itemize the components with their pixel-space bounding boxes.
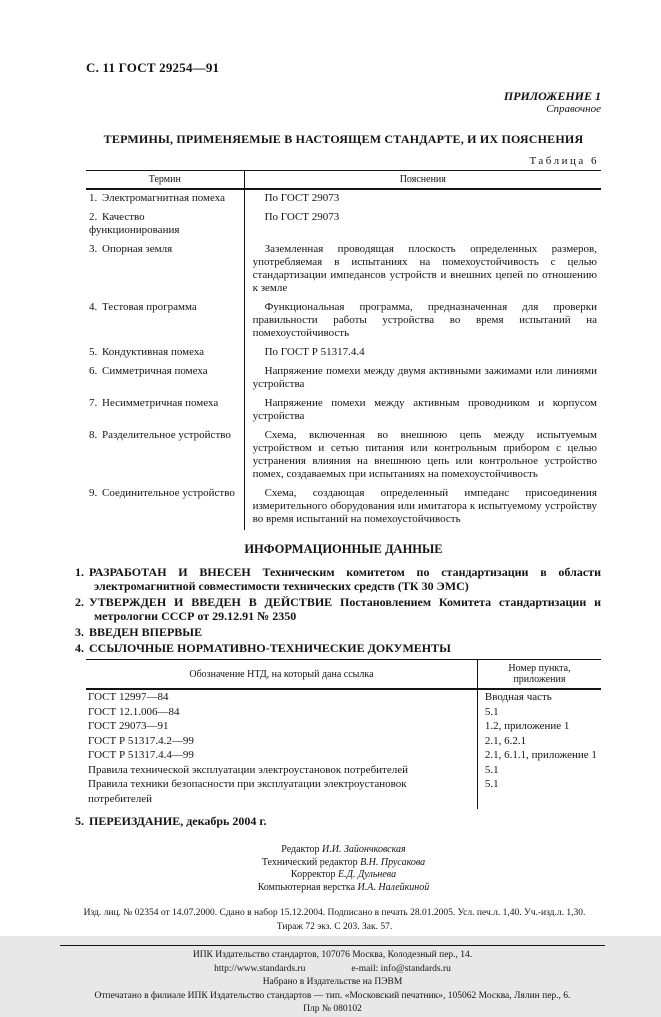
terms-table bbox=[86, 170, 601, 530]
ref-row bbox=[86, 719, 601, 734]
credit-line bbox=[86, 857, 601, 870]
ref-ntd: ГОСТ Р 51317.4.2—99 bbox=[86, 734, 477, 749]
ref-ntd: ГОСТ 12997—84 bbox=[86, 689, 477, 705]
term-number: 7. bbox=[89, 397, 98, 409]
ref-row bbox=[86, 777, 601, 809]
info-item bbox=[75, 595, 601, 623]
ref-ntd: ГОСТ 12.1.006—84 bbox=[86, 705, 477, 720]
ref-ntd: Правила техники безопасности при эксплуатации электроустановок потребителей bbox=[86, 777, 477, 809]
term-explanation: Схема, создающая определенный импеданс присоединения измерительного оборудования или имитатора к испытуемому устройству во время испытаний на помехоустойчивость bbox=[252, 487, 597, 525]
refs-table-header-row bbox=[86, 660, 601, 690]
annex-block bbox=[86, 90, 601, 116]
publisher-contacts bbox=[60, 963, 605, 977]
credits-block bbox=[86, 844, 601, 894]
footer-divider bbox=[60, 945, 605, 946]
term-number: 1. bbox=[89, 192, 98, 204]
term-number: 6. bbox=[89, 365, 98, 377]
ref-row bbox=[86, 763, 601, 778]
info-item-lead: УТВЕРЖДЕН И ВВЕДЕН В ДЕЙСТВИЕ bbox=[89, 595, 341, 609]
ref-row bbox=[86, 748, 601, 763]
ref-row bbox=[86, 734, 601, 749]
ref-ntd: Правила технической эксплуатации электроустановок потребителей bbox=[86, 763, 477, 778]
term-number: 4. bbox=[89, 301, 98, 313]
term-explanation: Функциональная программа, предназначенная для проверки правильности работы устройства во время испытаний на помехоустойчивость bbox=[252, 301, 597, 339]
info-section-title: ИНФОРМАЦИОННЫЕ ДАННЫЕ bbox=[244, 542, 443, 556]
credit-role: Технический редактор bbox=[261, 856, 361, 868]
printed-note: Отпечатано в филиале ИПК Издательство стандартов — тип. «Московский печатник», 105062 Москва, Лялин пер., 6. bbox=[94, 990, 571, 1001]
term-explanation: Схема, включенная во внешнюю цепь между испытуемым устройством и сетью питания или контрольным прибором с целью устранения влияния на внешнюю цепь или контрольное устройство помех, создаваемых при испытаниях на помехоустойчивость bbox=[252, 429, 597, 480]
info-item-number: 2. bbox=[75, 595, 84, 609]
info-item bbox=[75, 625, 601, 639]
publisher-address: ИПК Издательство стандартов, 107076 Москва, Колодезный пер., 14. bbox=[192, 950, 473, 960]
info-item-lead: ССЫЛОЧНЫЕ НОРМАТИВНО-ТЕХНИЧЕСКИЕ ДОКУМЕНТЫ bbox=[89, 641, 451, 655]
plr-number: Плр № 080102 bbox=[303, 1004, 362, 1014]
credit-name: И.И. Зайончковская bbox=[322, 844, 406, 855]
term-cell bbox=[86, 299, 244, 344]
term-number: 8. bbox=[89, 429, 98, 441]
term-row bbox=[86, 485, 601, 530]
term-text: Кондуктивная помеха bbox=[102, 346, 205, 358]
terms-header-term: Термин bbox=[86, 171, 244, 190]
term-text: Опорная земля bbox=[102, 243, 173, 255]
term-text: Разделительное устройство bbox=[102, 429, 231, 441]
imprint-line-2: Тираж 72 экз. С 203. Зак. 57. bbox=[276, 922, 393, 932]
term-explanation: По ГОСТ 29073 bbox=[264, 192, 340, 204]
term-cell bbox=[86, 209, 244, 241]
term-text: Электромагнитная помеха bbox=[102, 192, 225, 204]
ref-number: Вводная часть bbox=[484, 691, 552, 703]
term-row bbox=[86, 344, 601, 363]
info-item-lead: РАЗРАБОТАН И ВНЕСЕН bbox=[89, 565, 263, 579]
term-text: Симметричная помеха bbox=[102, 365, 208, 377]
term-explanation: Напряжение помехи между двумя активными зажимами или линиями устройства bbox=[252, 365, 597, 390]
info-list bbox=[75, 565, 602, 655]
credit-name: В.Н. Прусакова bbox=[360, 856, 426, 868]
term-text: Соединительное устройство bbox=[102, 487, 235, 499]
credit-line bbox=[86, 882, 601, 895]
ref-row bbox=[86, 689, 601, 705]
info-item-number: 1. bbox=[75, 565, 84, 579]
page-title: ТЕРМИНЫ, ПРИМЕНЯЕМЫЕ В НАСТОЯЩЕМ СТАНДАРТЕ, И ИХ ПОЯСНЕНИЯ bbox=[103, 132, 584, 146]
reissue-lead: ПЕРЕИЗДАНИЕ, bbox=[89, 814, 187, 828]
term-cell bbox=[86, 427, 244, 485]
typeset-note: Набрано в Издательстве на ПЭВМ bbox=[262, 977, 403, 987]
refs-header-ntd: Обозначение НТД, на который дана ссылка bbox=[86, 660, 477, 690]
ref-number: 5.1 bbox=[484, 778, 499, 790]
publisher-email: e-mail: info@standards.ru bbox=[351, 963, 451, 974]
term-row bbox=[86, 189, 601, 209]
reissue-text: декабрь 2004 г. bbox=[186, 814, 267, 828]
refs-header-ref: Номер пункта, приложения bbox=[477, 660, 601, 690]
info-item-number: 3. bbox=[75, 625, 84, 639]
imprint-line-1: Изд. лиц. № 02354 от 14.07.2000. Сдано в набор 15.12.2004. Подписано в печать 28.01.2005. Усл. печ.л. 1,40. Уч.-изд.л. 1,30. bbox=[83, 908, 586, 918]
term-cell bbox=[86, 189, 244, 209]
info-item bbox=[75, 565, 601, 593]
term-number: 9. bbox=[89, 487, 98, 499]
term-cell bbox=[86, 363, 244, 395]
imprint-block bbox=[64, 906, 605, 934]
term-explanation: По ГОСТ 29073 bbox=[264, 211, 340, 223]
ref-number: 2.1, 6.2.1 bbox=[484, 734, 527, 747]
terms-header-explanation: Пояснения bbox=[244, 171, 601, 190]
term-cell bbox=[86, 395, 244, 427]
publisher-footer bbox=[60, 949, 605, 1017]
annex-title: ПРИЛОЖЕНИЕ 1 bbox=[503, 89, 601, 103]
ref-number: 2.1, 6.1.1, приложение 1 bbox=[484, 749, 597, 761]
credit-role: Компьютерная верстка bbox=[257, 881, 358, 893]
info-item bbox=[75, 641, 601, 655]
term-text: Несимметричная помеха bbox=[102, 397, 219, 409]
credit-line bbox=[86, 844, 601, 857]
term-row bbox=[86, 363, 601, 395]
info-item-text: Постановлением Комитета стандартизации и метрологии СССР от 29.12.91 № 2350 bbox=[94, 595, 602, 623]
term-text: Качество функционирования bbox=[89, 211, 180, 236]
term-text: Тестовая программа bbox=[102, 301, 197, 313]
term-row bbox=[86, 299, 601, 344]
table-label: Таблица 6 bbox=[529, 155, 599, 167]
credit-role: Корректор bbox=[290, 869, 338, 880]
term-explanation: Заземленная проводящая плоскость определенных размеров, употребляемая в испытаниях на помехоустойчивость с целью стандартизации импедансов устройств и внешних цепей по отношению к земле bbox=[252, 243, 597, 294]
ref-number: 5.1 bbox=[484, 763, 499, 776]
annex-subtitle: Справочное bbox=[546, 103, 601, 115]
term-row bbox=[86, 427, 601, 485]
publisher-website: http://www.standards.ru bbox=[214, 963, 306, 974]
term-cell bbox=[86, 344, 244, 363]
ref-ntd: ГОСТ 29073—91 bbox=[86, 719, 477, 734]
ref-ntd: ГОСТ Р 51317.4.4—99 bbox=[86, 748, 477, 763]
term-cell bbox=[86, 241, 244, 299]
page-header: С. 11 ГОСТ 29254—91 bbox=[86, 60, 220, 75]
info-item-text: Техническим комитетом по стандартизации в области электромагнитной совместимости технических средств (ТК 30 ЭМС) bbox=[94, 565, 601, 593]
info-item-number: 4. bbox=[75, 641, 84, 655]
term-number: 5. bbox=[89, 346, 98, 358]
term-row bbox=[86, 241, 601, 299]
ref-number: 5.1 bbox=[484, 705, 499, 718]
term-number: 2. bbox=[89, 211, 98, 223]
info-item-lead: ВВЕДЕН ВПЕРВЫЕ bbox=[89, 625, 203, 639]
credit-role: Редактор bbox=[281, 844, 323, 855]
ref-number: 1.2, приложение 1 bbox=[484, 720, 570, 732]
term-cell bbox=[86, 485, 244, 530]
term-number: 3. bbox=[89, 243, 98, 255]
term-explanation: По ГОСТ Р 51317.4.4 bbox=[264, 346, 365, 358]
terms-table-header-row bbox=[86, 171, 601, 190]
term-row bbox=[86, 209, 601, 241]
reissue-number: 5. bbox=[75, 814, 84, 828]
refs-table bbox=[86, 659, 601, 809]
ref-row bbox=[86, 705, 601, 720]
reissue-item bbox=[75, 814, 601, 828]
term-row bbox=[86, 395, 601, 427]
term-explanation: Напряжение помехи между активным проводником и корпусом устройства bbox=[252, 397, 597, 422]
credit-name: Е.Д. Дульнева bbox=[337, 869, 397, 880]
credit-line bbox=[86, 869, 601, 882]
credit-name: И.А. Налейкиной bbox=[357, 881, 430, 893]
